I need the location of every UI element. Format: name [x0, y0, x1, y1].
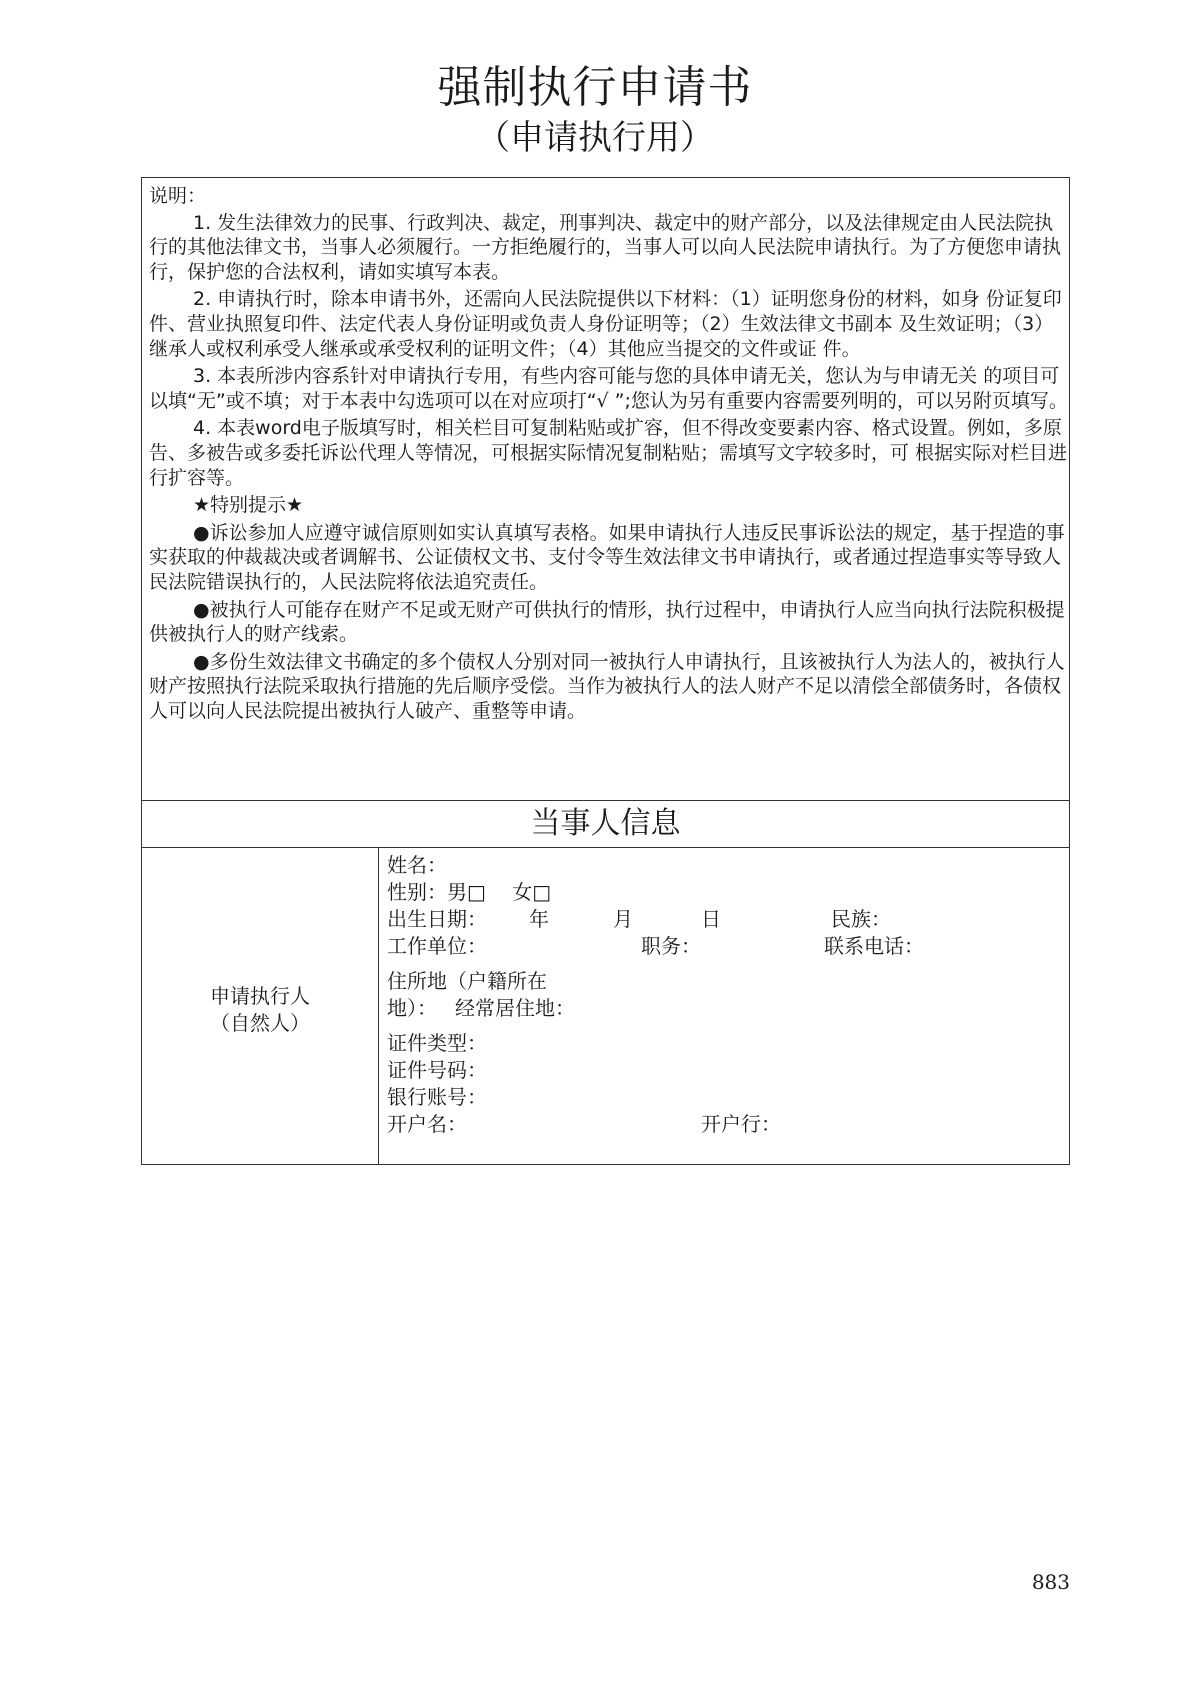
position-field[interactable]: 职务：	[641, 934, 701, 958]
special-notice-2: ●被执行人可能存在财产不足或无财产可供执行的情形，执行过程中，申请执行人应当向执行法院积极提供被执行人的财产线索。	[149, 598, 1065, 646]
bank-field[interactable]: 开户行：	[701, 1112, 781, 1136]
divider	[142, 800, 1069, 801]
page-number: 883	[1031, 1570, 1070, 1594]
special-notice-heading: ★特别提示★	[193, 494, 304, 517]
form-frame	[141, 177, 1070, 1165]
special-notice-3: ●多份生效法律文书确定的多个债权人分别对同一被执行人申请执行，且该被执行人为法人的，被执行人财产按照执行法院采取执行措施的先后顺序受偿。当作为被执行人的法人财产不足以清偿全部债务时，各债权人可以向人民法院提出被执行人破产、重整等申请。	[149, 650, 1065, 722]
employer-field[interactable]: 工作单位：	[387, 934, 487, 958]
party-label	[142, 983, 378, 1037]
residence-field[interactable]: 地）：	[387, 996, 437, 1020]
instruction-1: 1. 发生法律效力的民事、行政判决、裁定，刑事判决、裁定中的财产部分，以及法律规定由人民法院执行的其他法律文书，当事人必须履行。一方拒绝履行的，当事人可以向人民法院申请执行。为了方便您申请执行，保护您的合法权利，请如实填写本表。	[149, 211, 1062, 283]
instructions-block	[149, 184, 1069, 726]
party-label-type: （自然人）	[210, 1011, 310, 1035]
birth-month-label: 月	[613, 907, 633, 931]
id-type-field[interactable]: 证件类型：	[387, 1031, 487, 1055]
instruction-4: 4. 本表word电子版填写时，相关栏目可复制粘贴或扩容，但不得改变要素内容、格式设置。例如，多原告、多被告或多委托诉讼代理人等情况，可根据实际情况复制粘贴；需填写文字较多时，可 根据实际对栏目进行扩容等。	[149, 417, 1068, 489]
birth-date-field[interactable]: 出生日期：	[387, 907, 487, 931]
birth-year-label: 年	[529, 907, 549, 931]
party-label-role: 申请执行人	[210, 984, 310, 1008]
residence-field-label: 住所地（户籍所在	[387, 969, 547, 993]
column-divider	[378, 847, 379, 1164]
instruction-3: 3. 本表所涉内容系针对申请执行专用，有些内容可能与您的具体申请无关，您认为与申请无关 的项目可以填“无”或不填；对于本表中勾选项可以在对应项打“√ ”;您认为另有重要内容需要列明的，可以另附页填写。	[149, 365, 1068, 412]
instruction-2: 2. 申请执行时，除本申请书外，还需向人民法院提供以下材料：（1）证明您身份的材料，如身 份证复印件、营业执照复印件、法定代表人身份证明或负责人身份证明等；（2）生效法律文书副本 及生效证明；（3）继承人或权利承受人继承或承受权利的证明文件；（4）其他应当提交的文件或证 件。	[149, 288, 1062, 360]
account-name-field[interactable]: 开户名：	[387, 1112, 467, 1136]
special-notice-1: ●诉讼参加人应遵守诚信原则如实认真填写表格。如果申请执行人违反民事诉讼法的规定，基于捏造的事实获取的仲裁裁决或者调解书、公证债权文书、支付令等生效法律文书申请执行，或者通过捏造事实等导致人民法院错误执行的，人民法院将依法追究责任。	[149, 521, 1065, 593]
habitual-residence-field[interactable]: 经常居住地：	[455, 996, 575, 1020]
document-title: 强制执行申请书	[437, 62, 753, 113]
instructions-heading: 说明：	[149, 185, 207, 207]
phone-field[interactable]: 联系电话：	[824, 934, 924, 958]
birth-day-label: 日	[701, 907, 721, 931]
document-subtitle: （申请执行用）	[476, 118, 714, 158]
name-field[interactable]: 姓名：	[387, 853, 447, 877]
party-fields	[387, 852, 1057, 1138]
divider	[142, 847, 1069, 848]
section-title: 当事人信息	[530, 806, 681, 841]
bank-account-field[interactable]: 银行账号：	[387, 1085, 487, 1109]
gender-field[interactable]: 性别：男□ 女□	[387, 880, 552, 904]
id-number-field[interactable]: 证件号码：	[387, 1058, 487, 1082]
ethnicity-field[interactable]: 民族：	[831, 907, 891, 931]
